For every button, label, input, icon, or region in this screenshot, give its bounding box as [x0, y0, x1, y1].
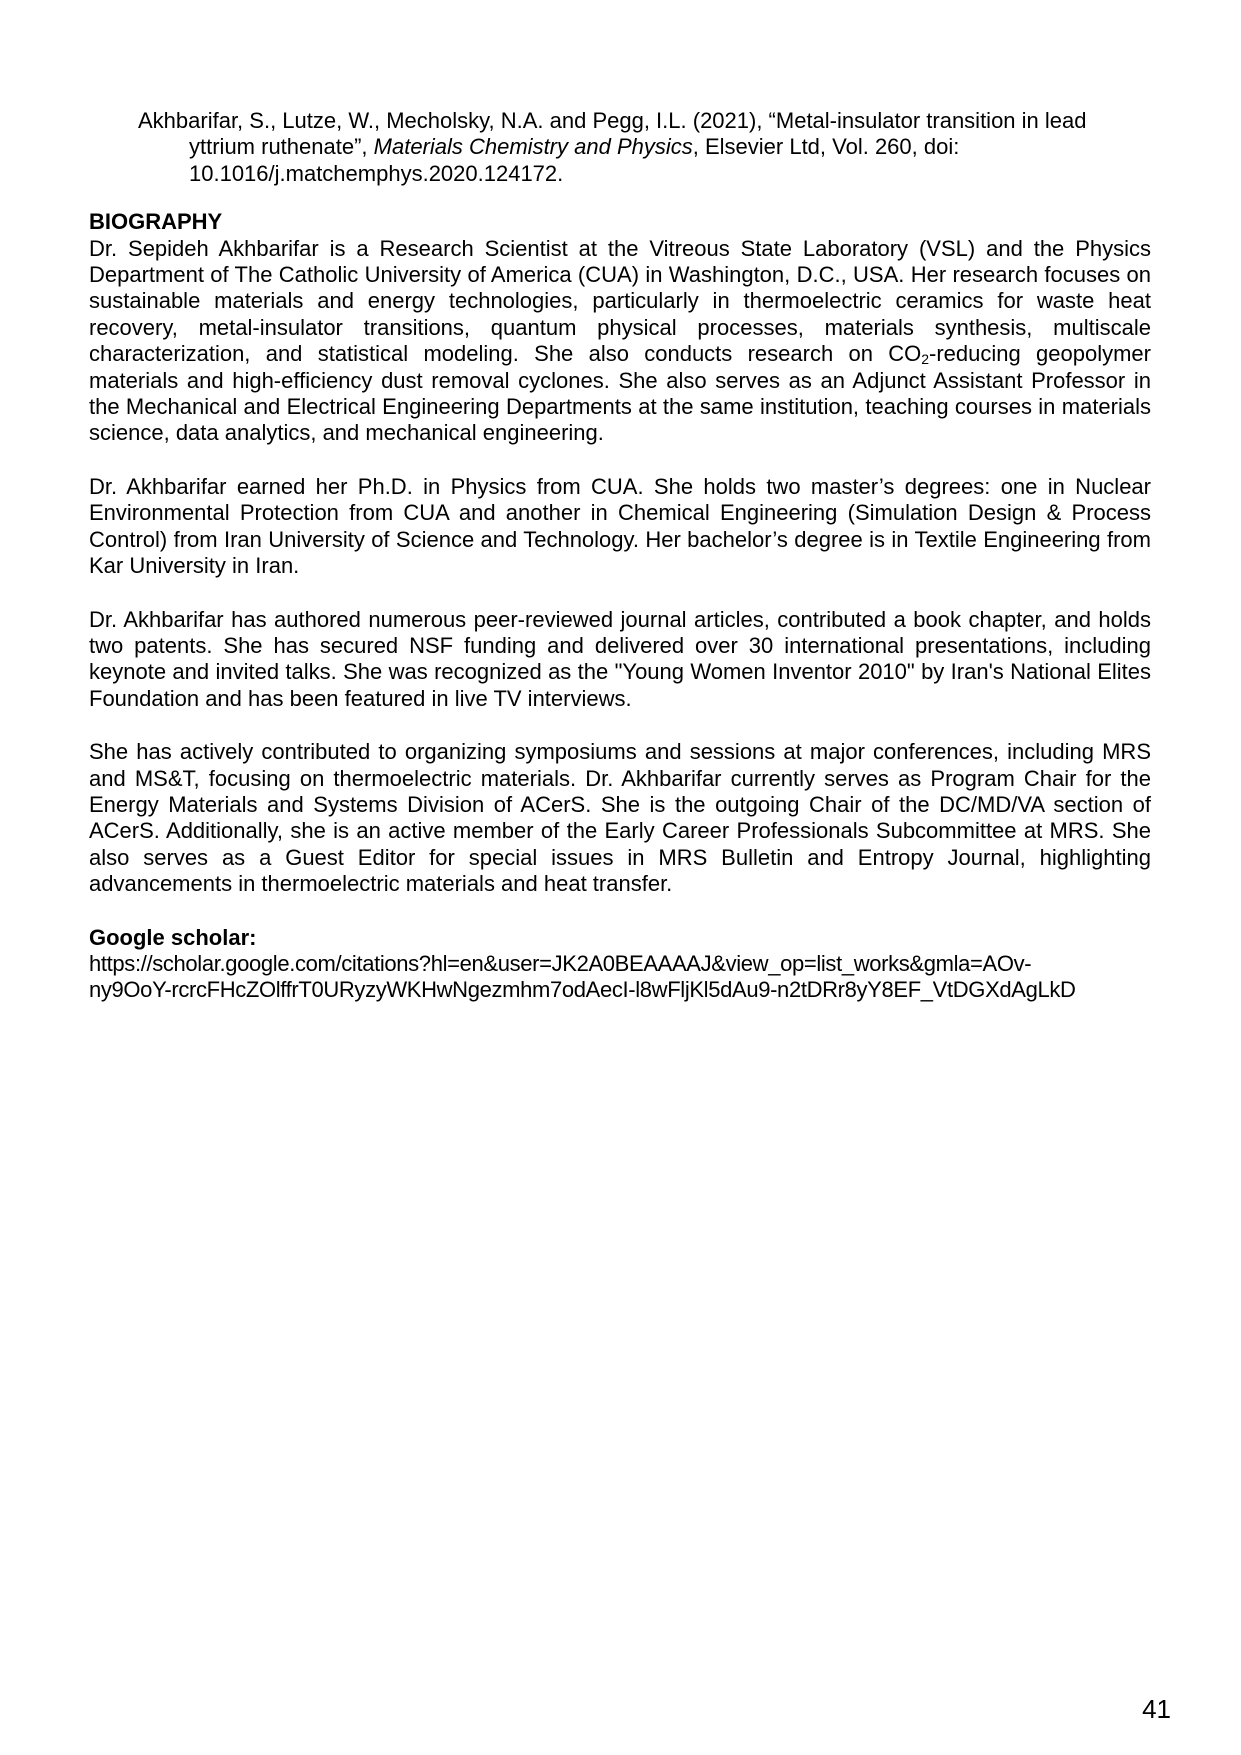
biography-paragraph-1-part-a: Dr. Sepideh Akhbarifar is a Research Scientist at the Vitreous State Laboratory (VSL) and the Physics Department of The Catholic University of America (CUA) in Washington, D.C., USA. Her research focuses on sustainable materials and energy technologies, particularly in thermoelectric ceramics for waste heat recovery, metal-insulator transitions, quantum physical processes, materials synthesis, multiscale characterization, and statistical modeling. She also conducts research on CO [89, 235, 1151, 367]
reference-details: , Elsevier Ltd, Vol. 260, doi: 10.1016/j.matchemphys.2020.124172. [189, 134, 960, 186]
google-scholar-url-line-2[interactable]: ny9OoY-rcrcFHcZOlffrT0URyzyWKHwNgezmhm7odAecI-l8wFljKl5dAu9-n2tDRr8yY8EF_VtDGXdAgLkD [89, 977, 1076, 1003]
biography-paragraph-1 [89, 236, 1151, 447]
biography-paragraph-4: She has actively contributed to organizing symposiums and sessions at major conferences, including MRS and MS&T, focusing on thermoelectric materials. Dr. Akhbarifar currently serves as Program Chair for the Energy Materials and Systems Division of ACerS. She is the outgoing Chair of the DC/MD/VA section of ACerS. Additionally, she is an active member of the Early Career Professionals Subcommittee at MRS. She also serves as a Guest Editor for special issues in MRS Bulletin and Entropy Journal, highlighting advancements in thermoelectric materials and heat transfer. [89, 739, 1151, 897]
document-page [89, 86, 1151, 1004]
page-number: 41 [1142, 1694, 1171, 1724]
google-scholar-url-line-1[interactable]: https://scholar.google.com/citations?hl=en&user=JK2A0BEAAAAJ&view_op=list_works&gmla=AOv- [89, 950, 1032, 976]
reference-authors: Akhbarifar, S., Lutze, W., Mecholsky, N.A. and Pegg, I.L. (2021), “Metal-insulator transition in lead yttrium ruthenate”, [138, 108, 1087, 160]
google-scholar-label: Google scholar: [89, 924, 257, 950]
biography-paragraph-1-part-b: -reducing geopolymer materials and high-efficiency dust removal cyclones. She also serves as an Adjunct Assistant Professor in the Mechanical and Electrical Engineering Departments at the same institution, teaching courses in materials science, data analytics, and mechanical engineering. [89, 341, 1151, 446]
google-scholar-link[interactable] [89, 951, 1151, 1004]
reference-journal: Materials Chemistry and Physics [373, 134, 693, 160]
reference-entry [138, 108, 1151, 187]
biography-heading: BIOGRAPHY [89, 209, 223, 235]
biography-paragraph-2: Dr. Akhbarifar earned her Ph.D. in Physics from CUA. She holds two master’s degrees: one in Nuclear Environmental Protection from CUA and another in Chemical Engineering (Simulation Design & Process Control) from Iran University of Science and Technology. Her bachelor’s degree is in Textile Engineering from Kar University in Iran. [89, 473, 1151, 579]
co2-subscript: 2 [921, 351, 930, 368]
biography-paragraph-3: Dr. Akhbarifar has authored numerous peer-reviewed journal articles, contributed a book chapter, and holds two patents. She has secured NSF funding and delivered over 30 international presentations, including keynote and invited talks. She was recognized as the "Young Women Inventor 2010" by Iran's National Elites Foundation and has been featured in live TV interviews. [89, 606, 1151, 711]
